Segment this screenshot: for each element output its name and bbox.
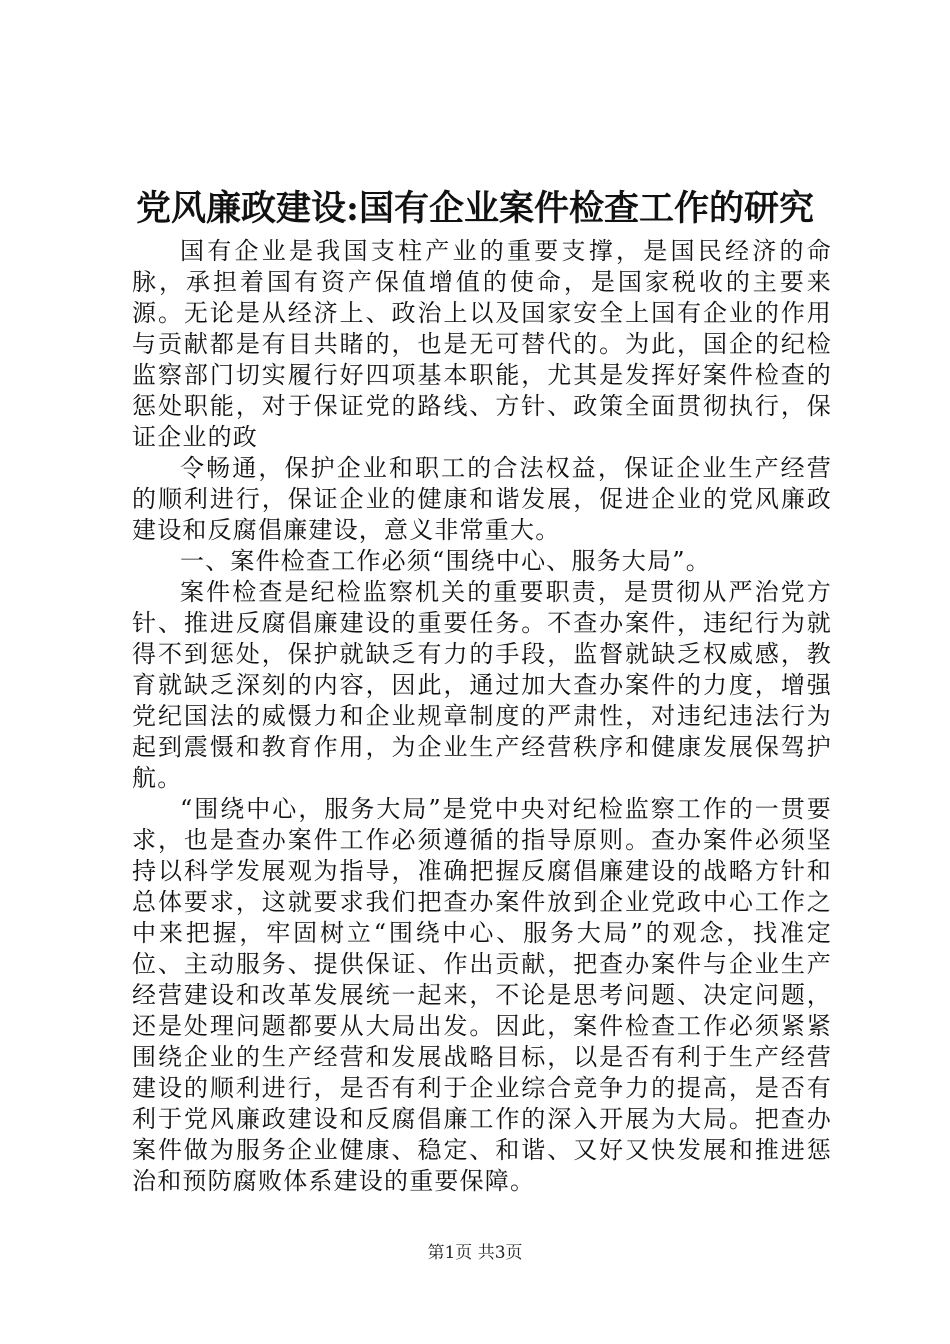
document-title: 党风廉政建设:国有企业案件检查工作的研究 bbox=[136, 188, 814, 229]
paragraph: 国有企业是我国支柱产业的重要支撑，是国民经济的命脉，承担着国有资产保值增值的使命，是国家税收的主要来源。无论是从经济上、政治上以及国家安全上国有企业的作用与贡献都是有目共睹的，也是无可替代的。为此，国企的纪检监察部门切实履行好四项基本职能，尤其是发挥好案件检查的惩处职能，对于保证党的路线、方针、政策全面贯彻执行，保证企业的政 bbox=[132, 237, 832, 451]
paragraph: “围绕中心，服务大局”是党中央对纪检监察工作的一贯要求，也是查办案件工作必须遵循的指导原则。查办案件必须坚持以科学发展观为指导，准确把握反腐倡廉建设的战略方针和总体要求，这就要求我们把查办案件放到企业党政中心工作之中来把握，牢固树立“围绕中心、服务大局”的观念，找准定位、主动服务、提供保证、作出贡献，把查办案件与企业生产经营建设和改革发展统一起来，不论是思考问题、决定问题，还是处理问题都要从大局出发。因此，案件检查工作必须紧紧围绕企业的生产经营和发展战略目标，以是否有利于生产经营建设的顺利进行，是否有利于企业综合竞争力的提高，是否有利于党风廉政建设和反腐倡廉工作的深入开展为大局。把查办案件做为服务企业健康、稳定、和谐、又好又快发展和推进惩治和预防腐败体系建设的重要保障。 bbox=[132, 795, 832, 1195]
document-body bbox=[132, 236, 832, 1197]
paragraph: 案件检查是纪检监察机关的重要职责，是贯彻从严治党方针、推进反腐倡廉建设的重要任务。不查办案件，违纪行为就得不到惩处，保护就缺乏有力的手段，监督就缺乏权威感，教育就缺乏深刻的内容，因此，通过加大查办案件的力度，增强党纪国法的威慑力和企业规章制度的严肃性，对违纪违法行为起到震慑和教育作用，为企业生产经营秩序和健康发展保驾护航。 bbox=[132, 578, 832, 792]
section-heading: 一、案件检查工作必须“围绕中心、服务大局”。 bbox=[180, 547, 711, 575]
page-footer: 第1页 共3页 bbox=[427, 1243, 523, 1263]
paragraph: 令畅通，保护企业和职工的合法权益，保证企业生产经营的顺利进行，保证企业的健康和谐发展，促进企业的党风廉政建设和反腐倡廉建设，意义非常重大。 bbox=[132, 454, 832, 544]
